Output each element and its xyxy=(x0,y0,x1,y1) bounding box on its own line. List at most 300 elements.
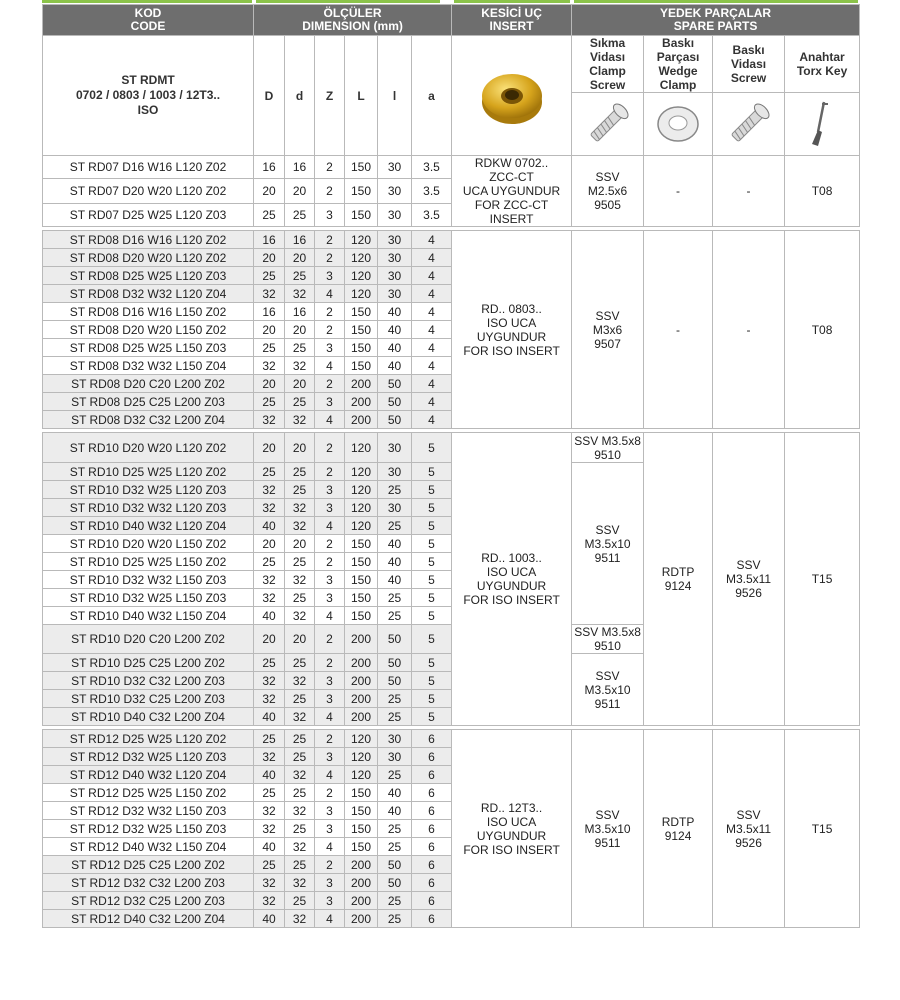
dim-Z-value: 2 xyxy=(315,856,345,874)
dim-L-value: 150 xyxy=(345,553,378,571)
dim-d-value: 25 xyxy=(285,856,315,874)
dim-l-value: 25 xyxy=(378,820,412,838)
dim-a-value: 5 xyxy=(412,433,452,463)
dim-l-value: 40 xyxy=(378,553,412,571)
product-code: ST RD12 D40 W32 L120 Z04 xyxy=(43,766,254,784)
torx-key-header: Anahtar Torx Key xyxy=(785,36,860,93)
dim-l-value: 30 xyxy=(378,179,412,204)
screw-value: - xyxy=(713,156,785,227)
dim-d-value: 16 xyxy=(285,303,315,321)
table-row xyxy=(43,231,860,249)
dim-d-value: 25 xyxy=(285,267,315,285)
dim-Z-value: 3 xyxy=(315,748,345,766)
dim-Z-value: 2 xyxy=(315,321,345,339)
dim-a-value: 4 xyxy=(412,249,452,267)
dim-D-value: 25 xyxy=(254,730,285,748)
product-code: ST RD08 D25 W25 L150 Z03 xyxy=(43,339,254,357)
dim-a-value: 5 xyxy=(412,589,452,607)
torx-key-value: T08 xyxy=(785,231,860,429)
dim-l-value: 50 xyxy=(378,874,412,892)
dim-L-value: 200 xyxy=(345,393,378,411)
dim-Z-value: 2 xyxy=(315,156,345,179)
wedge-clamp-value: - xyxy=(644,231,713,429)
dim-l-value: 40 xyxy=(378,784,412,802)
dim-Z-value: 3 xyxy=(315,690,345,708)
dim-Z-value: 4 xyxy=(315,285,345,303)
product-code: ST RD10 D32 C25 L200 Z03 xyxy=(43,690,254,708)
dim-L-value: 200 xyxy=(345,654,378,672)
dim-L-value: 120 xyxy=(345,499,378,517)
product-code: ST RD12 D32 C25 L200 Z03 xyxy=(43,892,254,910)
product-code: ST RD12 D25 C25 L200 Z02 xyxy=(43,856,254,874)
dim-l-header: l xyxy=(378,36,412,156)
dim-d-header: d xyxy=(285,36,315,156)
product-code: ST RD10 D25 W25 L120 Z02 xyxy=(43,463,254,481)
dim-D-value: 32 xyxy=(254,499,285,517)
dim-Z-value: 4 xyxy=(315,517,345,535)
dim-d-value: 32 xyxy=(285,766,315,784)
dim-Z-value: 4 xyxy=(315,838,345,856)
dim-d-value: 25 xyxy=(285,654,315,672)
product-code: ST RD07 D20 W20 L120 Z02 xyxy=(43,179,254,204)
insert-description: RD.. 12T3.. ISO UCA UYGUNDUR FOR ISO INSERT xyxy=(452,730,572,928)
dim-L-value: 200 xyxy=(345,874,378,892)
dim-L-value: 150 xyxy=(345,802,378,820)
dim-l-value: 50 xyxy=(378,672,412,690)
clamp-screw-value: SSV M3x6 9507 xyxy=(572,231,644,429)
dim-l-value: 50 xyxy=(378,393,412,411)
dim-D-value: 25 xyxy=(254,784,285,802)
screw-header: Baskı Vidası Screw xyxy=(713,36,785,93)
dim-D-value: 32 xyxy=(254,411,285,429)
dim-a-value: 4 xyxy=(412,231,452,249)
product-code: ST RD10 D20 W20 L120 Z02 xyxy=(43,433,254,463)
dim-a-value: 6 xyxy=(412,802,452,820)
dim-L-value: 120 xyxy=(345,433,378,463)
dim-Z-value: 2 xyxy=(315,179,345,204)
insert-description: RD.. 1003.. ISO UCA UYGUNDUR FOR ISO INSERT xyxy=(452,433,572,726)
product-code: ST RD08 D20 W20 L150 Z02 xyxy=(43,321,254,339)
washer-icon xyxy=(653,99,703,149)
dim-L-value: 150 xyxy=(345,784,378,802)
dim-L-value: 150 xyxy=(345,204,378,227)
dim-d-value: 32 xyxy=(285,874,315,892)
dim-d-value: 25 xyxy=(285,339,315,357)
product-code: ST RD10 D25 W25 L150 Z02 xyxy=(43,553,254,571)
dim-Z-value: 4 xyxy=(315,766,345,784)
product-code: ST RD12 D32 W25 L120 Z03 xyxy=(43,748,254,766)
dim-Z-value: 2 xyxy=(315,784,345,802)
wedge-clamp-value: RDTP 9124 xyxy=(644,730,713,928)
dim-L-value: 120 xyxy=(345,766,378,784)
dim-D-value: 32 xyxy=(254,690,285,708)
dim-D-value: 25 xyxy=(254,204,285,227)
dim-d-value: 32 xyxy=(285,285,315,303)
dim-a-value: 5 xyxy=(412,708,452,726)
dim-D-value: 32 xyxy=(254,571,285,589)
dim-a-value: 4 xyxy=(412,393,452,411)
dim-l-value: 25 xyxy=(378,481,412,499)
insert-description: RD.. 0803.. ISO UCA UYGUNDUR FOR ISO INSERT xyxy=(452,231,572,429)
dim-a-value: 3.5 xyxy=(412,156,452,179)
dim-a-value: 6 xyxy=(412,730,452,748)
dim-L-value: 200 xyxy=(345,856,378,874)
dim-D-value: 20 xyxy=(254,625,285,654)
product-code: ST RD12 D40 C32 L200 Z04 xyxy=(43,910,254,928)
table-row xyxy=(43,730,860,748)
clamp-screw-image xyxy=(572,93,644,156)
dim-l-value: 25 xyxy=(378,892,412,910)
product-code: ST RD10 D32 W32 L150 Z03 xyxy=(43,571,254,589)
dim-D-value: 20 xyxy=(254,249,285,267)
dim-Z-value: 2 xyxy=(315,625,345,654)
dim-a-value: 5 xyxy=(412,571,452,589)
table-row xyxy=(43,433,860,463)
torx-key-image xyxy=(785,93,860,156)
dim-l-value: 30 xyxy=(378,156,412,179)
wedge-clamp-value: - xyxy=(644,156,713,227)
dim-Z-value: 2 xyxy=(315,463,345,481)
dim-L-value: 150 xyxy=(345,179,378,204)
clamp-screw-value: SSV M3.5x10 9511 xyxy=(572,730,644,928)
dim-D-header: D xyxy=(254,36,285,156)
product-code: ST RD10 D20 W20 L150 Z02 xyxy=(43,535,254,553)
screw-value: SSV M3.5x11 9526 xyxy=(713,433,785,726)
dim-L-value: 120 xyxy=(345,231,378,249)
dim-Z-value: 3 xyxy=(315,267,345,285)
dim-l-value: 30 xyxy=(378,285,412,303)
insert-description: RDKW 0702.. ZCC-CT UCA UYGUNDUR FOR ZCC-CT INSERT xyxy=(452,156,572,227)
dim-D-value: 32 xyxy=(254,874,285,892)
dim-L-value: 150 xyxy=(345,156,378,179)
product-code: ST RD08 D25 C25 L200 Z03 xyxy=(43,393,254,411)
product-code: ST RD12 D25 W25 L120 Z02 xyxy=(43,730,254,748)
dim-d-value: 25 xyxy=(285,481,315,499)
dim-D-value: 25 xyxy=(254,463,285,481)
dim-d-value: 32 xyxy=(285,672,315,690)
product-table xyxy=(42,4,860,928)
dim-D-value: 32 xyxy=(254,481,285,499)
dim-D-value: 25 xyxy=(254,654,285,672)
dim-L-value: 120 xyxy=(345,517,378,535)
product-code: ST RD12 D40 W32 L150 Z04 xyxy=(43,838,254,856)
dim-D-value: 16 xyxy=(254,303,285,321)
dim-Z-value: 3 xyxy=(315,820,345,838)
clamp-screw-value: SSV M3.5x10 9511 xyxy=(572,463,644,625)
dim-d-value: 32 xyxy=(285,802,315,820)
dim-d-value: 25 xyxy=(285,820,315,838)
dim-Z-value: 4 xyxy=(315,411,345,429)
dim-D-value: 16 xyxy=(254,231,285,249)
dim-L-value: 120 xyxy=(345,285,378,303)
dim-a-value: 3.5 xyxy=(412,204,452,227)
dim-d-value: 32 xyxy=(285,708,315,726)
torx-key-value: T08 xyxy=(785,156,860,227)
screw-icon xyxy=(578,98,638,150)
dim-D-value: 25 xyxy=(254,267,285,285)
dim-a-value: 5 xyxy=(412,672,452,690)
dim-a-value: 6 xyxy=(412,748,452,766)
table-row xyxy=(43,156,860,179)
dim-D-value: 32 xyxy=(254,285,285,303)
dim-D-value: 40 xyxy=(254,517,285,535)
dim-L-value: 150 xyxy=(345,838,378,856)
dim-a-value: 4 xyxy=(412,303,452,321)
dim-l-value: 50 xyxy=(378,375,412,393)
dim-L-value: 120 xyxy=(345,267,378,285)
dim-D-value: 20 xyxy=(254,375,285,393)
dim-l-value: 25 xyxy=(378,517,412,535)
product-code: ST RD10 D32 W32 L120 Z03 xyxy=(43,499,254,517)
dim-a-value: 4 xyxy=(412,321,452,339)
dim-L-value: 150 xyxy=(345,535,378,553)
dim-a-value: 4 xyxy=(412,285,452,303)
dim-a-value: 3.5 xyxy=(412,179,452,204)
product-code: ST RD08 D32 C32 L200 Z04 xyxy=(43,411,254,429)
dim-Z-value: 4 xyxy=(315,708,345,726)
dim-L-value: 120 xyxy=(345,730,378,748)
dim-a-value: 6 xyxy=(412,910,452,928)
dim-Z-value: 2 xyxy=(315,433,345,463)
dim-Z-value: 2 xyxy=(315,375,345,393)
dimensions-header: ÖLÇÜLER DIMENSION (mm) xyxy=(254,5,452,36)
dim-d-value: 20 xyxy=(285,433,315,463)
dim-L-value: 120 xyxy=(345,748,378,766)
dim-D-value: 32 xyxy=(254,672,285,690)
dim-a-value: 5 xyxy=(412,553,452,571)
dim-d-value: 16 xyxy=(285,156,315,179)
dim-l-value: 40 xyxy=(378,357,412,375)
product-code: ST RD08 D32 W32 L120 Z04 xyxy=(43,285,254,303)
dim-d-value: 20 xyxy=(285,249,315,267)
wedge-clamp-value: RDTP 9124 xyxy=(644,433,713,726)
dim-d-value: 32 xyxy=(285,910,315,928)
product-code: ST RD12 D32 W25 L150 Z03 xyxy=(43,820,254,838)
dim-d-value: 32 xyxy=(285,517,315,535)
product-code: ST RD07 D16 W16 L120 Z02 xyxy=(43,156,254,179)
clamp-screw-value: SSV M2.5x6 9505 xyxy=(572,156,644,227)
dim-D-value: 40 xyxy=(254,766,285,784)
spare-parts-header: YEDEK PARÇALAR SPARE PARTS xyxy=(572,5,860,36)
dim-l-value: 25 xyxy=(378,690,412,708)
torx-key-icon xyxy=(802,98,842,150)
dim-d-value: 25 xyxy=(285,463,315,481)
dim-Z-value: 3 xyxy=(315,802,345,820)
dim-a-value: 5 xyxy=(412,607,452,625)
dim-a-value: 4 xyxy=(412,375,452,393)
dim-l-value: 25 xyxy=(378,607,412,625)
product-code: ST RD12 D32 W32 L150 Z03 xyxy=(43,802,254,820)
dim-d-value: 32 xyxy=(285,499,315,517)
dim-d-value: 32 xyxy=(285,357,315,375)
dim-d-value: 25 xyxy=(285,553,315,571)
dim-l-value: 40 xyxy=(378,321,412,339)
dim-L-value: 150 xyxy=(345,303,378,321)
product-code: ST RD10 D40 W32 L150 Z04 xyxy=(43,607,254,625)
dim-L-value: 200 xyxy=(345,672,378,690)
round-insert-icon xyxy=(474,58,550,134)
dim-D-value: 32 xyxy=(254,589,285,607)
dim-L-value: 200 xyxy=(345,375,378,393)
dim-Z-value: 2 xyxy=(315,231,345,249)
dim-L-value: 150 xyxy=(345,607,378,625)
product-code: ST RD12 D25 W25 L150 Z02 xyxy=(43,784,254,802)
dim-d-value: 32 xyxy=(285,411,315,429)
dim-a-value: 5 xyxy=(412,690,452,708)
screw-value: SSV M3.5x11 9526 xyxy=(713,730,785,928)
dim-a-value: 6 xyxy=(412,820,452,838)
dim-a-value: 6 xyxy=(412,874,452,892)
dim-L-value: 150 xyxy=(345,357,378,375)
dim-D-value: 25 xyxy=(254,553,285,571)
dim-D-value: 32 xyxy=(254,820,285,838)
dim-d-value: 20 xyxy=(285,625,315,654)
dim-d-value: 25 xyxy=(285,892,315,910)
dim-a-value: 5 xyxy=(412,463,452,481)
dim-L-value: 200 xyxy=(345,910,378,928)
product-code: ST RD08 D16 W16 L150 Z02 xyxy=(43,303,254,321)
dim-l-value: 50 xyxy=(378,654,412,672)
dim-a-value: 5 xyxy=(412,625,452,654)
dim-l-value: 30 xyxy=(378,748,412,766)
dim-d-value: 25 xyxy=(285,784,315,802)
product-code: ST RD10 D32 C32 L200 Z03 xyxy=(43,672,254,690)
accent-line xyxy=(42,0,858,3)
dim-l-value: 30 xyxy=(378,204,412,227)
product-code: ST RD12 D32 C32 L200 Z03 xyxy=(43,874,254,892)
torx-key-value: T15 xyxy=(785,433,860,726)
dim-d-value: 25 xyxy=(285,690,315,708)
dim-d-value: 25 xyxy=(285,589,315,607)
dim-l-value: 30 xyxy=(378,499,412,517)
dim-D-value: 20 xyxy=(254,433,285,463)
product-code: ST RD10 D20 C20 L200 Z02 xyxy=(43,625,254,654)
dim-l-value: 30 xyxy=(378,267,412,285)
code-header: KOD CODE xyxy=(43,5,254,36)
dim-l-value: 40 xyxy=(378,802,412,820)
product-code: ST RD08 D20 W20 L120 Z02 xyxy=(43,249,254,267)
dim-a-value: 5 xyxy=(412,481,452,499)
screw-value: - xyxy=(713,231,785,429)
product-code: ST RD10 D32 W25 L120 Z03 xyxy=(43,481,254,499)
clamp-screw-value: SSV M3.5x8 9510 xyxy=(572,433,644,463)
dim-L-value: 150 xyxy=(345,321,378,339)
product-code: ST RD08 D20 C20 L200 Z02 xyxy=(43,375,254,393)
clamp-screw-value: SSV M3.5x10 9511 xyxy=(572,654,644,726)
dim-a-value: 6 xyxy=(412,892,452,910)
dim-l-value: 25 xyxy=(378,708,412,726)
dim-D-value: 32 xyxy=(254,802,285,820)
dim-l-value: 30 xyxy=(378,433,412,463)
dim-a-value: 4 xyxy=(412,357,452,375)
product-code: ST RD08 D32 W32 L150 Z04 xyxy=(43,357,254,375)
wedge-clamp-image xyxy=(644,93,713,156)
dim-L-value: 200 xyxy=(345,708,378,726)
dim-Z-value: 2 xyxy=(315,730,345,748)
dim-D-value: 40 xyxy=(254,708,285,726)
product-code: ST RD10 D40 C32 L200 Z04 xyxy=(43,708,254,726)
dim-l-value: 30 xyxy=(378,730,412,748)
dim-l-value: 40 xyxy=(378,535,412,553)
dim-Z-value: 3 xyxy=(315,204,345,227)
dim-L-value: 200 xyxy=(345,411,378,429)
dim-d-value: 32 xyxy=(285,571,315,589)
dim-D-value: 25 xyxy=(254,393,285,411)
dim-D-value: 25 xyxy=(254,339,285,357)
dim-d-value: 20 xyxy=(285,321,315,339)
dim-L-value: 150 xyxy=(345,820,378,838)
dim-Z-value: 4 xyxy=(315,607,345,625)
dim-D-value: 40 xyxy=(254,910,285,928)
dim-a-value: 4 xyxy=(412,411,452,429)
dim-Z-value: 3 xyxy=(315,393,345,411)
insert-image xyxy=(452,36,572,156)
dim-L-value: 150 xyxy=(345,589,378,607)
dim-D-value: 40 xyxy=(254,838,285,856)
torx-key-value: T15 xyxy=(785,730,860,928)
dim-L-value: 120 xyxy=(345,463,378,481)
screw-icon xyxy=(719,98,779,150)
dim-Z-value: 2 xyxy=(315,535,345,553)
dim-D-value: 16 xyxy=(254,156,285,179)
product-code: ST RD07 D25 W25 L120 Z03 xyxy=(43,204,254,227)
dim-a-value: 5 xyxy=(412,499,452,517)
dim-L-value: 120 xyxy=(345,249,378,267)
dim-l-value: 25 xyxy=(378,766,412,784)
dim-d-value: 25 xyxy=(285,204,315,227)
dim-Z-value: 3 xyxy=(315,571,345,589)
dim-Z-value: 3 xyxy=(315,499,345,517)
dim-d-value: 32 xyxy=(285,838,315,856)
dim-Z-value: 2 xyxy=(315,249,345,267)
dim-d-value: 25 xyxy=(285,748,315,766)
dim-L-value: 200 xyxy=(345,625,378,654)
dim-D-value: 32 xyxy=(254,892,285,910)
dim-Z-value: 3 xyxy=(315,481,345,499)
dim-L-value: 200 xyxy=(345,690,378,708)
dim-d-value: 20 xyxy=(285,179,315,204)
screw-image xyxy=(713,93,785,156)
dim-D-value: 40 xyxy=(254,607,285,625)
dim-a-value: 6 xyxy=(412,784,452,802)
dim-L-value: 200 xyxy=(345,892,378,910)
dim-a-header: a xyxy=(412,36,452,156)
dim-a-value: 4 xyxy=(412,339,452,357)
dim-Z-value: 3 xyxy=(315,672,345,690)
dim-d-value: 20 xyxy=(285,375,315,393)
dim-d-value: 20 xyxy=(285,535,315,553)
dim-Z-value: 2 xyxy=(315,303,345,321)
dim-a-value: 4 xyxy=(412,267,452,285)
dim-l-value: 50 xyxy=(378,625,412,654)
product-code: ST RD10 D32 W25 L150 Z03 xyxy=(43,589,254,607)
dim-Z-value: 4 xyxy=(315,357,345,375)
dim-Z-value: 4 xyxy=(315,910,345,928)
dim-a-value: 6 xyxy=(412,766,452,784)
dim-l-value: 30 xyxy=(378,231,412,249)
dim-a-value: 5 xyxy=(412,517,452,535)
clamp-screw-header: Sıkma Vidası Clamp Screw xyxy=(572,36,644,93)
dim-Z-header: Z xyxy=(315,36,345,156)
dim-D-value: 20 xyxy=(254,535,285,553)
dim-D-value: 20 xyxy=(254,179,285,204)
dim-Z-value: 2 xyxy=(315,553,345,571)
dim-l-value: 50 xyxy=(378,856,412,874)
wedge-clamp-header: Baskı Parçası Wedge Clamp xyxy=(644,36,713,93)
product-code: ST RD10 D40 W32 L120 Z04 xyxy=(43,517,254,535)
dim-a-value: 5 xyxy=(412,535,452,553)
dim-d-value: 25 xyxy=(285,393,315,411)
